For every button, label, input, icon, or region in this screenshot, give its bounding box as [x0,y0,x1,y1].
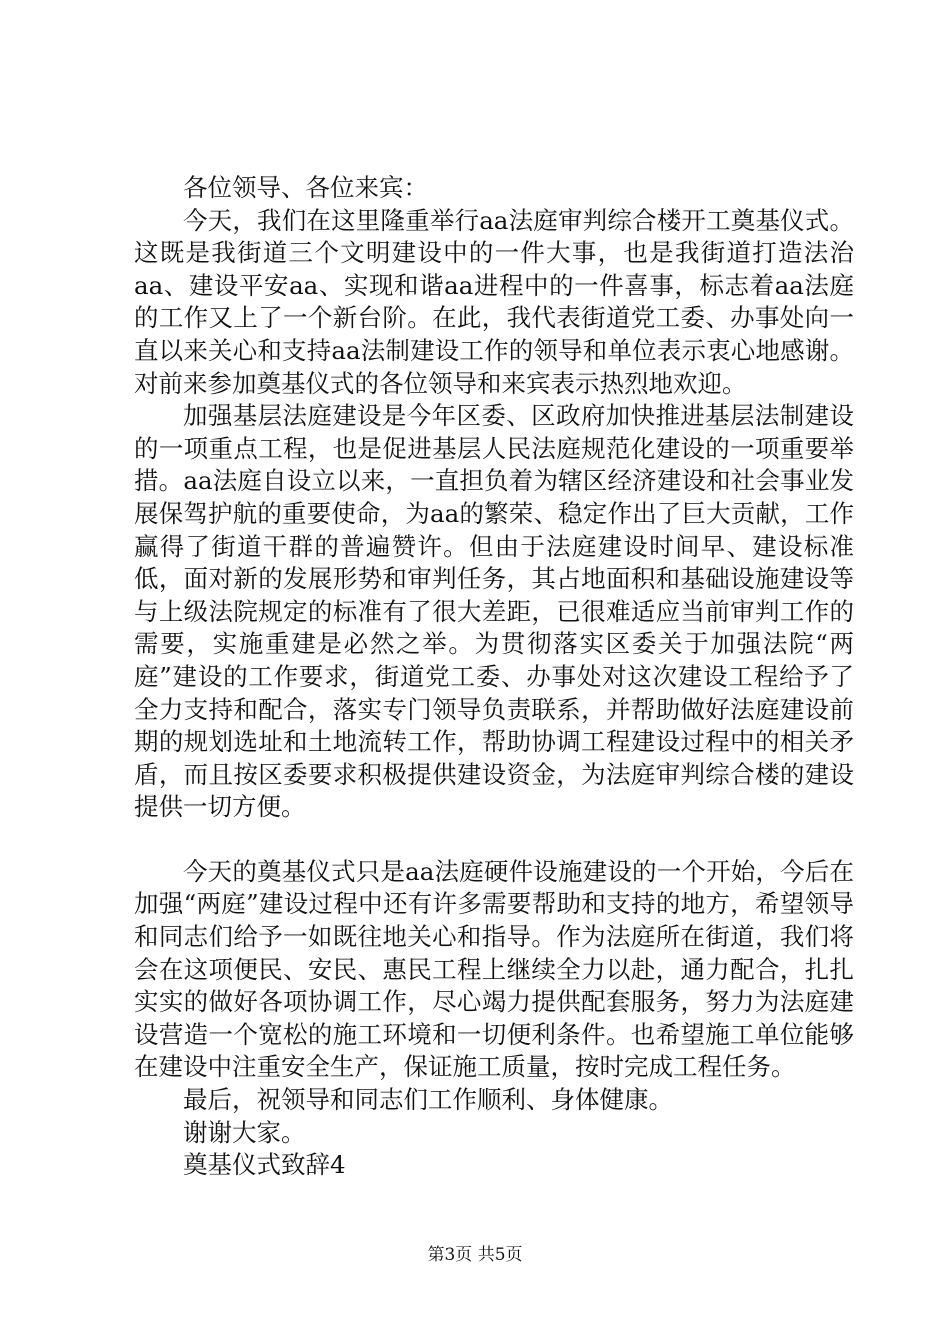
paragraph-thanks: 谢谢大家。 [183,1117,306,1147]
next-section-title: 奠基仪式致辞4 [183,1150,346,1180]
paragraph-outlook: 今天的奠基仪式只是aa法庭硬件设施建设的一个开始，今后在加强“两庭”建设过程中还有许多需要帮助和支持的地方，希望领导和同志们给予一如既往地关心和指导。作为法庭所在街道，我们将会在这项便民、安民、惠民工程上继续全力以赴，通力配合，扎扎实实的做好各项协调工作，尽心竭力提供配套服务，努力为法庭建设营造一个宽松的施工环境和一切便利条件。也希望施工单位能够在建设中注重安全生产，保证施工质量，按时完成工程任务。 [134,856,854,1082]
paragraph-closing-wishes: 最后，祝领导和同志们工作顺利、身体健康。 [183,1085,673,1115]
document-body [134,172,854,1182]
paragraph-spacer [134,824,854,856]
salutation: 各位领导、各位来宾： [183,173,428,202]
paragraph-background: 加强基层法庭建设是今年区委、区政府加快推进基层法制建设的一项重点工程，也是促进基层人民法庭规范化建设的一项重要举措。aa法庭自设立以来，一直担负着为辖区经济建设和社会事业发展保驾护航的重要使命，为aa的繁荣、稳定作出了巨大贡献，工作赢得了街道干群的普遍赞许。但由于法庭建设时间早、建设标准低，面对新的发展形势和审判任务，其占地面积和基础设施建设等与上级法院规定的标准有了很大差距，已很难适应当前审判工作的需要，实施重建是必然之举。为贯彻落实区委关于加强法院“两庭”建设的工作要求，街道党工委、办事处对这次建设工程给予了全力支持和配合，落实专门领导负责联系，并帮助做好法庭建设前期的规划选址和土地流转工作，帮助协调工程建设过程中的相关矛盾，而且按区委要求积极提供建设资金，为法庭审判综合楼的建设提供一切方便。 [134,401,854,822]
page-number-footer: 第3页 共5页 [427,1245,523,1265]
paragraph-opening: 今天，我们在这里隆重举行aa法庭审判综合楼开工奠基仪式。这既是我街道三个文明建设中的一件大事，也是我街道打造法治aa、建设平安aa、实现和谐aa进程中的一件喜事，标志着aa法庭的工作又上了一个新台阶。在此，我代表街道党工委、办事处向一直以来关心和支持aa法制建设工作的领导和单位表示衷心地感谢。对前来参加奠基仪式的各位领导和来宾表示热烈地欢迎。 [134,205,854,398]
